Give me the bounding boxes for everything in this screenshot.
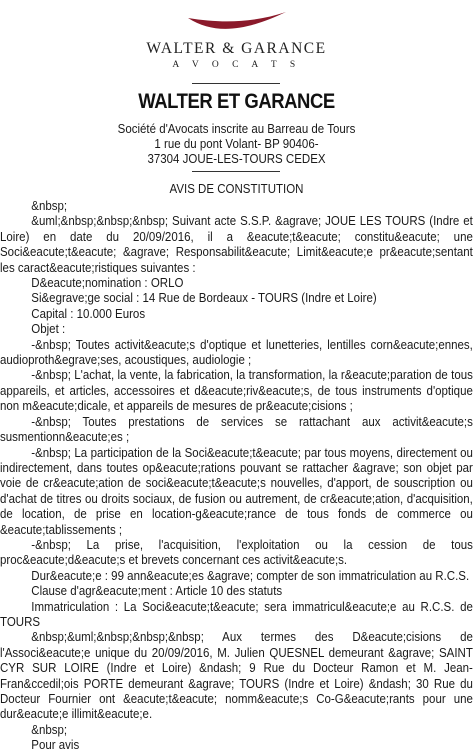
notice-paragraph: -&nbsp; Toutes prestations de services se rattachant aux activit&eacute;s susmentionn&eacute;es ; bbox=[0, 414, 473, 445]
notice-body bbox=[0, 199, 473, 754]
address-line: Société d'Avocats inscrite au Barreau de Tours bbox=[117, 122, 356, 136]
notice-paragraph: Clause d'agr&eacute;ment : Article 10 des statuts bbox=[31, 584, 283, 599]
firm-title: WALTER ET GARANCE bbox=[138, 90, 335, 113]
notice-paragraph: Objet : bbox=[31, 322, 66, 337]
notice-paragraph: Pour avis bbox=[31, 738, 80, 753]
address-divider bbox=[192, 171, 280, 172]
notice-paragraph: D&eacute;nomination : ORLO bbox=[31, 276, 184, 291]
firm-logo bbox=[0, 6, 473, 76]
swoosh-logo-icon bbox=[186, 10, 288, 34]
notice-paragraph: &uml;&nbsp;&nbsp;&nbsp; Suivant acte S.S.P. &agrave; JOUE LES TOURS (Indre et Loire) en date du 20/09/2016, il a &eacute;t&eacute; constitu&eacute; une Soci&eacute;t&eacute; &agrave; Responsabilit&eacute; Limit&eacute;e pr&eacute;sentant les caract&eacute;ristiques suivantes : bbox=[0, 214, 473, 275]
firm-address bbox=[19, 122, 454, 167]
notice-paragraph: Si&egrave;ge social : 14 Rue de Bordeaux - TOURS (Indre et Loire) bbox=[31, 291, 377, 306]
header-divider bbox=[192, 83, 280, 84]
notice-paragraph: -&nbsp; La prise, l'acquisition, l'exploitation ou la cession de tous proc&eacute;d&eacute;s et brevets concernant ces activit&eacute;s. bbox=[0, 537, 473, 568]
notice-heading: AVIS DE CONSTITUTION bbox=[169, 182, 304, 196]
notice-paragraph: Capital : 10.000 Euros bbox=[31, 306, 146, 321]
notice-paragraph: Immatriculation : La Soci&eacute;t&eacute; sera immatricul&eacute;e au R.C.S. de TOURS bbox=[0, 599, 473, 629]
notice-paragraph: -&nbsp; La participation de la Soci&eacute;t&eacute; par tous moyens, directement ou indirectement, dans toutes op&eacute;rations pouvant se rattacher &agrave; son objet par voie de cr&eacute;ation de soci&eacute;t&eacute;s nouvelles, d'apport, de souscription ou d'achat de titres ou droits sociaux, de fusion ou autrement, de cr&eacute;ation, d'acquisition, de location, de prise en location-g&eacute;rance de tous fonds de commerce ou &eacute;tablissements ; bbox=[0, 445, 473, 537]
notice-paragraph: -&nbsp; L'achat, la vente, la fabrication, la transformation, la r&eacute;paration de tous appareils, et articles, accessoires et d&eacute;riv&eacute;s, de tous instruments d'optique non m&eacute;dicale, et appareils de mesures de pr&eacute;cisions ; bbox=[0, 368, 473, 414]
notice-paragraph: -&nbsp; Toutes activit&eacute;s d'optique et lunetteries, lentilles corn&eacute;ennes, audioproth&egrave;ses, acoustiques, audiologie ; bbox=[0, 337, 473, 368]
notice-paragraph: &nbsp; bbox=[31, 199, 68, 213]
notice-paragraph: Dur&eacute;e : 99 ann&eacute;es &agrave; compter de son immatriculation au R.C.S. bbox=[31, 568, 470, 583]
notice-paragraph: &nbsp; bbox=[31, 722, 68, 737]
address-line: 37304 JOUE-LES-TOURS CEDEX bbox=[147, 152, 326, 166]
firm-logo-subtitle: A V O C A T S bbox=[172, 60, 301, 70]
address-line: 1 rue du pont Volant- BP 90406- bbox=[154, 137, 319, 151]
firm-logo-brand: WALTER & GARANCE bbox=[146, 40, 327, 57]
notice-paragraph: &nbsp;&uml;&nbsp;&nbsp;&nbsp; Aux termes des D&eacute;cisions de l'Associ&eacute;e unique du 20/09/2016, M. Julien QUESNEL demeurant &agrave; SAINT CYR SUR LOIRE (Indre et Loire) &ndash; 9 Rue du Docteur Ramon et M. Jean-Fran&ccedil;ois PORTE demeurant &agrave; TOURS (Indre et Loire) &ndash; 30 Rue du Docteur Fournier ont &eacute;t&eacute; nomm&eacute;s Co-G&eacute;rants pour une dur&eacute;e illimit&eacute;e. bbox=[0, 630, 473, 722]
